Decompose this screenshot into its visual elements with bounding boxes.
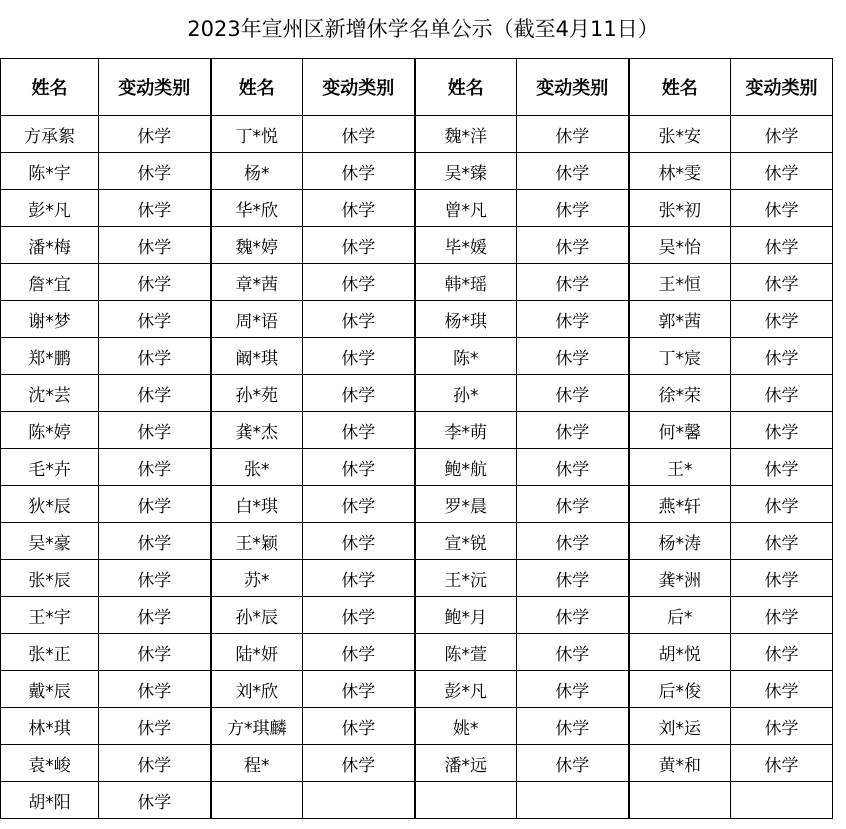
student-name-cell: 詹*宜 (1, 264, 99, 301)
table-row (1, 671, 833, 708)
student-name-cell: 孙* (415, 375, 517, 412)
student-name-cell: 潘*梅 (1, 227, 99, 264)
change-type-cell: 休学 (517, 227, 629, 264)
student-name-cell: 黄*和 (629, 745, 731, 782)
student-name-cell: 鲍*航 (415, 449, 517, 486)
table-row (1, 634, 833, 671)
table-row (1, 745, 833, 782)
table-row (1, 597, 833, 634)
table-row (1, 190, 833, 227)
student-name-cell: 胡*阳 (1, 782, 99, 819)
student-name-cell: 杨* (211, 153, 303, 190)
change-type-cell: 休学 (99, 634, 211, 671)
change-type-cell: 休学 (517, 338, 629, 375)
table-row (1, 153, 833, 190)
table-row (1, 338, 833, 375)
student-name-cell (211, 782, 303, 819)
change-type-cell: 休学 (99, 486, 211, 523)
student-name-cell: 谢*梦 (1, 301, 99, 338)
student-name-cell: 徐*荣 (629, 375, 731, 412)
student-name-cell: 刘*运 (629, 708, 731, 745)
change-type-cell: 休学 (517, 264, 629, 301)
change-type-cell: 休学 (99, 412, 211, 449)
change-type-cell: 休学 (303, 708, 415, 745)
change-type-cell: 休学 (99, 782, 211, 819)
change-type-cell: 休学 (517, 523, 629, 560)
student-name-cell: 孙*苑 (211, 375, 303, 412)
change-type-cell: 休学 (731, 560, 833, 597)
student-name-cell: 白*琪 (211, 486, 303, 523)
student-name-cell: 姚* (415, 708, 517, 745)
change-type-cell: 休学 (731, 708, 833, 745)
change-type-cell: 休学 (303, 671, 415, 708)
column-header-name: 姓名 (629, 59, 731, 116)
student-name-cell: 王*颖 (211, 523, 303, 560)
change-type-cell: 休学 (99, 116, 211, 153)
change-type-cell: 休学 (303, 227, 415, 264)
student-name-cell: 陈*萱 (415, 634, 517, 671)
student-name-cell: 袁*峻 (1, 745, 99, 782)
student-name-cell: 阚*琪 (211, 338, 303, 375)
table-row (1, 449, 833, 486)
table-row (1, 301, 833, 338)
student-name-cell: 陈*婷 (1, 412, 99, 449)
student-name-cell: 后* (629, 597, 731, 634)
change-type-cell: 休学 (517, 597, 629, 634)
change-type-cell: 休学 (303, 338, 415, 375)
change-type-cell: 休学 (99, 671, 211, 708)
change-type-cell: 休学 (99, 153, 211, 190)
student-name-cell: 潘*远 (415, 745, 517, 782)
table-row (1, 116, 833, 153)
student-name-cell: 燕*轩 (629, 486, 731, 523)
student-name-cell: 曾*凡 (415, 190, 517, 227)
change-type-cell: 休学 (517, 560, 629, 597)
student-name-cell: 孙*辰 (211, 597, 303, 634)
student-name-cell: 王*恒 (629, 264, 731, 301)
student-name-cell: 杨*涛 (629, 523, 731, 560)
change-type-cell: 休学 (517, 671, 629, 708)
change-type-cell: 休学 (303, 560, 415, 597)
change-type-cell: 休学 (303, 412, 415, 449)
student-name-cell: 何*馨 (629, 412, 731, 449)
table-row (1, 708, 833, 745)
table-row (1, 375, 833, 412)
change-type-cell: 休学 (517, 745, 629, 782)
change-type-cell: 休学 (303, 153, 415, 190)
change-type-cell: 休学 (517, 190, 629, 227)
student-name-cell: 胡*悦 (629, 634, 731, 671)
column-header-change-type: 变动类别 (517, 59, 629, 116)
change-type-cell: 休学 (731, 634, 833, 671)
change-type-cell: 休学 (99, 375, 211, 412)
change-type-cell: 休学 (303, 449, 415, 486)
student-name-cell: 郭*茜 (629, 301, 731, 338)
student-name-cell: 彭*凡 (1, 190, 99, 227)
student-name-cell: 吴*豪 (1, 523, 99, 560)
column-header-name: 姓名 (1, 59, 99, 116)
change-type-cell: 休学 (303, 375, 415, 412)
student-name-cell: 张*正 (1, 634, 99, 671)
student-name-cell: 林*琪 (1, 708, 99, 745)
change-type-cell: 休学 (303, 597, 415, 634)
student-name-cell: 龚*洲 (629, 560, 731, 597)
student-name-cell: 陈*宇 (1, 153, 99, 190)
table-row (1, 264, 833, 301)
change-type-cell: 休学 (517, 708, 629, 745)
student-name-cell: 龚*杰 (211, 412, 303, 449)
student-name-cell: 狄*辰 (1, 486, 99, 523)
change-type-cell: 休学 (731, 264, 833, 301)
student-name-cell: 后*俊 (629, 671, 731, 708)
student-name-cell: 吴*怡 (629, 227, 731, 264)
change-type-cell: 休学 (99, 227, 211, 264)
change-type-cell: 休学 (99, 523, 211, 560)
change-type-cell: 休学 (517, 153, 629, 190)
student-name-cell: 方*琪麟 (211, 708, 303, 745)
student-name-cell: 章*茜 (211, 264, 303, 301)
change-type-cell: 休学 (517, 449, 629, 486)
change-type-cell: 休学 (731, 486, 833, 523)
change-type-cell: 休学 (731, 523, 833, 560)
table-row (1, 560, 833, 597)
change-type-cell: 休学 (731, 227, 833, 264)
student-name-cell: 陆*妍 (211, 634, 303, 671)
change-type-cell: 休学 (303, 486, 415, 523)
student-name-cell: 王*沅 (415, 560, 517, 597)
change-type-cell: 休学 (303, 264, 415, 301)
change-type-cell (303, 782, 415, 819)
student-name-cell: 毛*卉 (1, 449, 99, 486)
student-name-cell: 王* (629, 449, 731, 486)
change-type-cell: 休学 (99, 745, 211, 782)
student-name-cell: 宣*锐 (415, 523, 517, 560)
student-name-cell: 毕*媛 (415, 227, 517, 264)
student-name-cell: 刘*欣 (211, 671, 303, 708)
change-type-cell: 休学 (517, 301, 629, 338)
change-type-cell: 休学 (99, 560, 211, 597)
change-type-cell: 休学 (731, 597, 833, 634)
change-type-cell: 休学 (517, 486, 629, 523)
student-name-cell: 吴*臻 (415, 153, 517, 190)
student-name-cell: 杨*琪 (415, 301, 517, 338)
table-row (1, 412, 833, 449)
change-type-cell: 休学 (303, 745, 415, 782)
student-name-cell: 魏*洋 (415, 116, 517, 153)
roster-table (0, 58, 833, 819)
table-row (1, 523, 833, 560)
change-type-cell: 休学 (303, 301, 415, 338)
table-row (1, 782, 833, 819)
student-name-cell: 李*萌 (415, 412, 517, 449)
column-header-name: 姓名 (415, 59, 517, 116)
student-name-cell: 陈* (415, 338, 517, 375)
student-name-cell: 鲍*月 (415, 597, 517, 634)
change-type-cell (731, 782, 833, 819)
change-type-cell: 休学 (731, 153, 833, 190)
column-header-change-type: 变动类别 (99, 59, 211, 116)
table-row (1, 486, 833, 523)
header-row (1, 59, 833, 116)
student-name-cell: 韩*瑶 (415, 264, 517, 301)
column-header-change-type: 变动类别 (303, 59, 415, 116)
change-type-cell: 休学 (517, 412, 629, 449)
change-type-cell (517, 782, 629, 819)
change-type-cell: 休学 (99, 190, 211, 227)
student-name-cell: 丁*悦 (211, 116, 303, 153)
change-type-cell: 休学 (731, 671, 833, 708)
student-name-cell: 魏*婷 (211, 227, 303, 264)
student-name-cell: 罗*晨 (415, 486, 517, 523)
student-name-cell: 王*宇 (1, 597, 99, 634)
column-header-name: 姓名 (211, 59, 303, 116)
column-header-change-type: 变动类别 (731, 59, 833, 116)
student-name-cell: 丁*宸 (629, 338, 731, 375)
student-name-cell: 彭*凡 (415, 671, 517, 708)
change-type-cell: 休学 (731, 375, 833, 412)
change-type-cell: 休学 (731, 190, 833, 227)
change-type-cell: 休学 (99, 338, 211, 375)
table-row (1, 227, 833, 264)
page-title: 2023年宣州区新增休学名单公示（截至4月11日） (187, 17, 659, 41)
change-type-cell: 休学 (99, 708, 211, 745)
student-name-cell: 苏* (211, 560, 303, 597)
student-name-cell: 戴*辰 (1, 671, 99, 708)
change-type-cell: 休学 (303, 190, 415, 227)
student-name-cell (629, 782, 731, 819)
change-type-cell: 休学 (731, 745, 833, 782)
change-type-cell: 休学 (303, 116, 415, 153)
student-name-cell: 张*安 (629, 116, 731, 153)
change-type-cell: 休学 (731, 338, 833, 375)
change-type-cell: 休学 (99, 449, 211, 486)
student-name-cell: 张* (211, 449, 303, 486)
student-name-cell: 郑*鹏 (1, 338, 99, 375)
student-name-cell: 张*辰 (1, 560, 99, 597)
change-type-cell: 休学 (303, 634, 415, 671)
change-type-cell: 休学 (99, 597, 211, 634)
change-type-cell: 休学 (99, 301, 211, 338)
student-name-cell: 华*欣 (211, 190, 303, 227)
student-name-cell: 程* (211, 745, 303, 782)
change-type-cell: 休学 (731, 301, 833, 338)
change-type-cell: 休学 (517, 375, 629, 412)
student-name-cell: 周*语 (211, 301, 303, 338)
change-type-cell: 休学 (99, 264, 211, 301)
student-name-cell: 林*雯 (629, 153, 731, 190)
change-type-cell: 休学 (731, 412, 833, 449)
student-name-cell: 张*初 (629, 190, 731, 227)
student-name-cell: 沈*芸 (1, 375, 99, 412)
change-type-cell: 休学 (517, 116, 629, 153)
change-type-cell: 休学 (303, 523, 415, 560)
change-type-cell: 休学 (517, 634, 629, 671)
student-name-cell: 方承絮 (1, 116, 99, 153)
student-name-cell (415, 782, 517, 819)
change-type-cell: 休学 (731, 449, 833, 486)
change-type-cell: 休学 (731, 116, 833, 153)
